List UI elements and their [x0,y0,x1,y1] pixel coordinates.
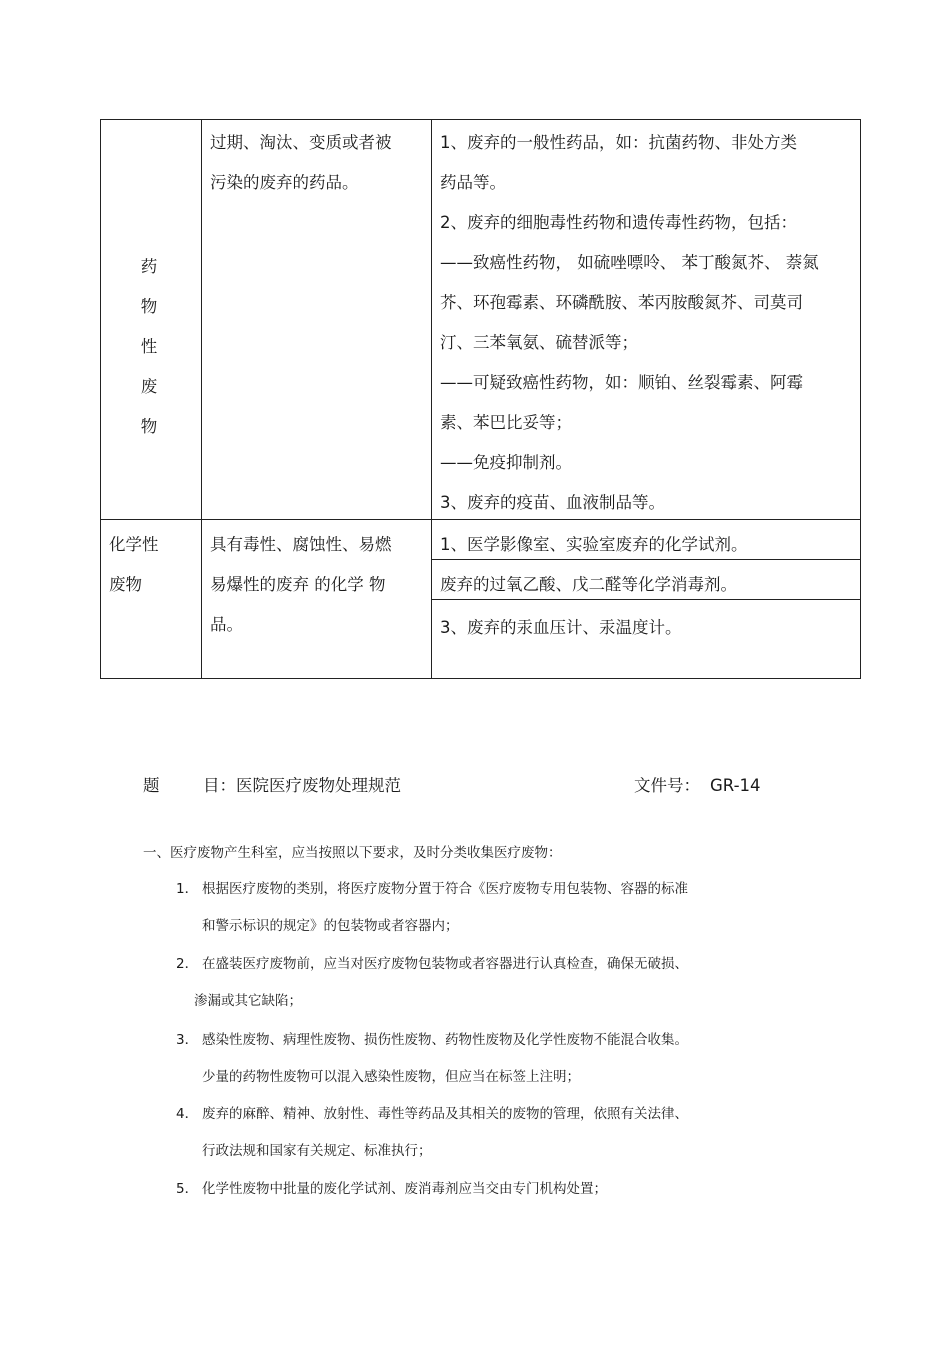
doc-number-label: 文件号： [634,776,700,795]
item-line: 在盛装医疗废物前，应当对医疗废物包装物或者容器进行认真检查，确保无破损、 [202,956,688,972]
item-line: 渗漏或其它缺陷； [194,993,302,1009]
category-line: 废物 [109,575,142,594]
item-number: 5． [176,1181,199,1197]
example-line: ——免疫抑制剂。 [440,453,572,472]
example-line: 汀、三苯氧氨、硫替派等； [440,333,638,352]
category-char: 废 [140,377,158,396]
section-intro: 一、医疗废物产生科室，应当按照以下要求，及时分类收集医疗废物： [143,845,562,861]
category-char: 物 [140,417,158,436]
description-line: 具有毒性、腐蚀性、易燃 [210,535,392,554]
item-line: 和警示标识的规定》的包装物或者容器内； [202,918,459,934]
waste-classification-table [100,119,861,679]
title-label: 题 [143,776,160,795]
description-line: 过期、淘汰、变质或者被 [210,133,392,152]
item-line: 感染性废物、病理性废物、损伤性废物、药物性废物及化学性废物不能混合收集。 [202,1032,688,1048]
example-line: 1、医学影像室、实验室废弃的化学试剂。 [440,535,748,554]
example-line: 素、苯巴比妥等； [440,413,572,432]
item-line: 少量的药物性废物可以混入感染性废物，但应当在标签上注明； [202,1069,580,1085]
example-line: 废弃的过氧乙酸、戊二醛等化学消毒剂。 [440,575,737,594]
item-number: 1． [176,881,199,897]
description-line: 易爆性的废弃 的化学 物 [210,575,386,594]
description-line: 品。 [210,615,243,634]
doc-number-value: GR-14 [710,776,761,795]
item-line: 行政法规和国家有关规定、标准执行； [202,1143,432,1159]
example-line: 3、废弃的疫苗、血液制品等。 [440,493,665,512]
example-line: 3、废弃的汞血压计、汞温度计。 [440,618,682,637]
example-line: ——致癌性药物， 如硫唑嘌呤、 苯丁酸氮芥、 萘氮 [440,253,819,272]
item-line: 废弃的麻醉、精神、放射性、毒性等药品及其相关的废物的管理，依照有关法律、 [202,1106,688,1122]
description-line: 污染的废弃的药品。 [210,173,359,192]
item-number: 2． [176,956,199,972]
item-number: 4． [176,1106,199,1122]
page-title: 目：医院医疗废物处理规范 [203,776,401,795]
category-char: 物 [140,297,158,316]
example-line: 芥、环孢霉素、环磷酰胺、苯丙胺酸氮芥、司莫司 [440,293,803,312]
item-line: 化学性废物中批量的废化学试剂、废消毒剂应当交由专门机构处置； [202,1181,607,1197]
example-line: 药品等。 [440,173,506,192]
item-number: 3． [176,1032,199,1048]
category-line: 化学性 [109,535,159,554]
column-divider [431,120,432,678]
column-divider [201,120,202,678]
example-line: 1、废弃的一般性药品，如：抗菌药物、非处方类 [440,133,797,152]
category-char: 性 [140,337,158,356]
item-line: 根据医疗废物的类别，将医疗废物分置于符合《医疗废物专用包装物、容器的标准 [202,881,688,897]
example-line: ——可疑致癌性药物，如：顺铂、丝裂霉素、阿霉 [440,373,803,392]
example-line: 2、废弃的细胞毒性药物和遗传毒性药物，包括： [440,213,797,232]
category-char: 药 [140,257,158,276]
